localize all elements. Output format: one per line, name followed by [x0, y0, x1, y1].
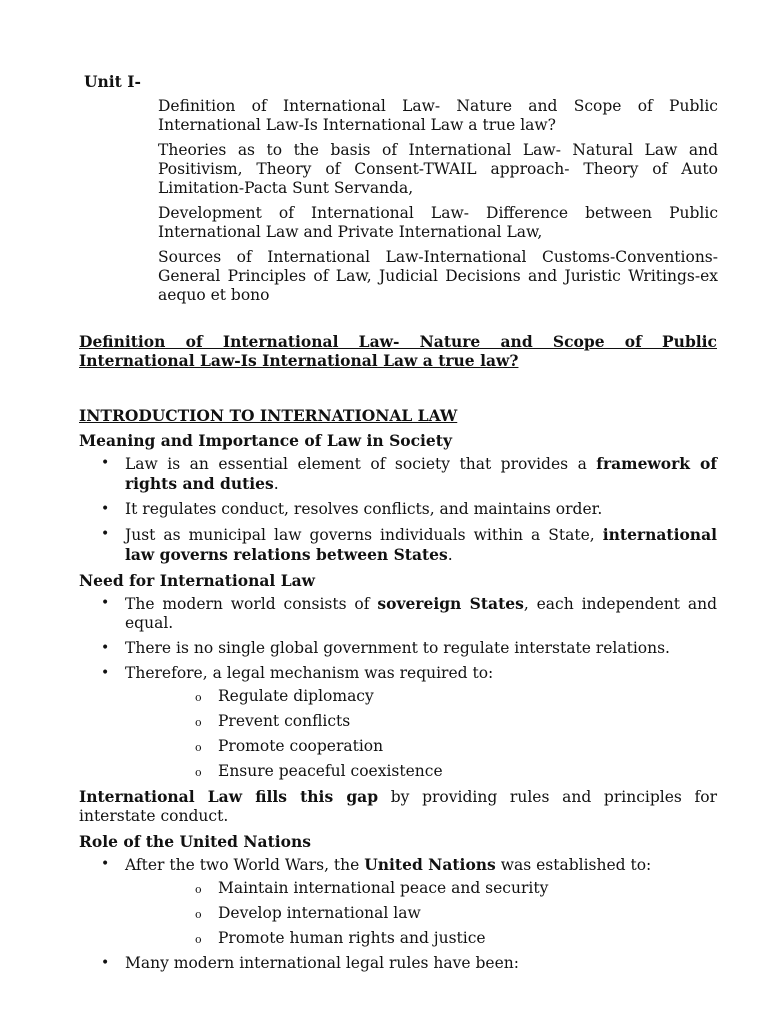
- list-item: [79, 594, 717, 633]
- bullet-text: , each independent and equal.: [125, 595, 718, 632]
- bullet-text: Many modern international legal rules have been:: [125, 954, 519, 972]
- bullet-text: Just as municipal law governs individuals within a State,: [125, 526, 603, 544]
- unit-label: Unit I-: [84, 72, 141, 91]
- sub-list-item: o Prevent conflicts: [125, 712, 717, 731]
- sub-list-item: o Regulate diplomacy: [125, 687, 717, 706]
- bullet-bold-text: framework of rights and duties: [125, 454, 717, 493]
- unit-item: Sources of International Law-International Customs-Conventions-General Principles of Law, Judicial Decisions and Juristic Writings-ex aequo et bono: [158, 248, 718, 304]
- list-item: [79, 454, 717, 494]
- bullet-text: was established to:: [495, 856, 652, 874]
- sub-list-item: o Ensure peaceful coexistence: [125, 762, 717, 781]
- meaning-bullet-list: [79, 454, 717, 565]
- list-item: [79, 525, 717, 565]
- sub-list-item: o Develop international law: [125, 904, 717, 923]
- un-sub-list: [125, 879, 717, 948]
- bullet-text: .: [447, 546, 453, 564]
- bullet-text: Therefore, a legal mechanism was required to:: [125, 664, 494, 682]
- unit-item: Development of International Law- Difference between Public International Law and Private International Law,: [158, 204, 718, 241]
- list-item: [79, 855, 717, 948]
- unit-item: Definition of International Law- Nature and Scope of Public International Law-Is International Law a true law?: [158, 97, 718, 134]
- un-bullet-list: [79, 855, 717, 973]
- list-item: [79, 500, 717, 519]
- paragraph-bold-text: International Law fills this gap: [79, 787, 379, 806]
- sub-list-item: o Maintain international peace and security: [125, 879, 717, 898]
- bullet-text: After the two World Wars, the: [125, 856, 365, 874]
- bullet-text: It regulates conduct, resolves conflicts, and maintains order.: [125, 500, 603, 518]
- sub-list-item: o Promote cooperation: [125, 737, 717, 756]
- bullet-bold-text: international law governs relations between States: [125, 525, 717, 564]
- main-content: [79, 332, 717, 979]
- section-title: Definition of International Law- Nature and Scope of Public International Law-Is International Law a true law?: [79, 332, 717, 370]
- meaning-heading: Meaning and Importance of Law in Society: [79, 431, 452, 450]
- need-heading: Need for International Law: [79, 571, 315, 590]
- bullet-text: Law is an essential element of society that provides a: [125, 455, 597, 473]
- list-item: [79, 954, 717, 973]
- bullet-text: .: [273, 475, 279, 493]
- bullet-text: The modern world consists of: [125, 595, 378, 613]
- gap-paragraph: [79, 787, 717, 826]
- bullet-bold-text: United Nations: [364, 855, 496, 874]
- intro-heading: INTRODUCTION TO INTERNATIONAL LAW: [79, 406, 458, 425]
- sub-list-item: o Promote human rights and justice: [125, 929, 717, 948]
- paragraph-text: by providing rules and principles for interstate conduct.: [79, 788, 718, 825]
- need-sub-list: [125, 687, 717, 781]
- need-bullet-list: [79, 594, 717, 781]
- list-item: [79, 639, 717, 658]
- unit-syllabus-list: [158, 97, 718, 311]
- bullet-text: There is no single global government to regulate interstate relations.: [125, 639, 670, 657]
- bullet-bold-text: sovereign States: [377, 594, 524, 613]
- un-heading: Role of the United Nations: [79, 832, 311, 851]
- unit-item: Theories as to the basis of International Law- Natural Law and Positivism, Theory of Consent-TWAIL approach- Theory of Auto Limitation-Pacta Sunt Servanda,: [158, 141, 718, 197]
- list-item: [79, 664, 717, 781]
